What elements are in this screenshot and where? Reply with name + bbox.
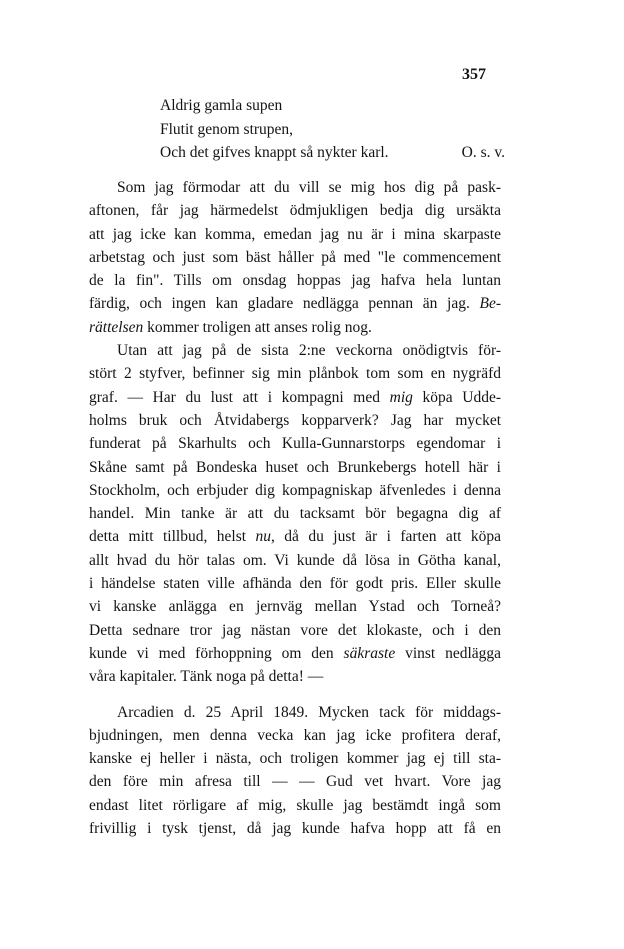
text-line (89, 642, 501, 665)
text-line: Som jag förmodar att du vill se mig hos dig på pask- (117, 179, 501, 196)
text-line: arbetstag och just som bäst håller på med "le commencement (89, 248, 501, 266)
text-line: holms bruk och Åtvidabergs kopparverk? Jag har mycket (89, 411, 501, 429)
paragraph (89, 176, 501, 339)
italic-word: mig (389, 388, 413, 406)
text-line: Stockholm, och erbjuder dig kompagniskap äfvenledes i denna (89, 481, 501, 499)
text-line: de la fin". Tills om onsdag hoppas jag hafva hela luntan (89, 272, 501, 290)
text-segment: köpa Udde- (422, 388, 502, 406)
text-line: allt hvad du hör talas om. Vi kunde då lösa in Götha kanal, (89, 551, 501, 569)
text-line: Skåne samt på Bondeska huset och Brunkebergs hotell här i (89, 458, 501, 476)
verse-tail: O. s. v. (461, 144, 505, 161)
verse-line: Aldrig gamla supen (160, 97, 283, 114)
text-line (89, 525, 501, 548)
text-line: Arcadien d. 25 April 1849. Mycken tack för middags- (117, 703, 501, 721)
text-line: den före min afresa till — — Gud vet hvart. Vore jag (89, 773, 501, 791)
text-line: våra kapitaler. Tänk noga på detta! — (89, 668, 324, 686)
verse-line-final (160, 141, 505, 165)
text-line: frivillig i tysk tjenst, då jag kunde hafva hopp att få en (89, 820, 501, 838)
italic-word: Be- (479, 295, 502, 313)
text-segment: vinst nedlägga (405, 644, 502, 662)
paragraph (89, 701, 501, 841)
body-text (89, 176, 501, 840)
text-line: stört 2 styfver, befinner sig min plånbok tom som en nygräfd (89, 365, 501, 383)
verse-line: Flutit genom strupen, (160, 120, 294, 138)
text-line: endast litet rörligare af mig, skulle jag bestämdt ingå som (89, 796, 501, 814)
text-line: funderat på Skarhults och Kulla-Gunnarstorps egendomar i (89, 435, 501, 453)
paragraph (89, 339, 501, 688)
italic-word: säkraste (343, 644, 396, 662)
text-line: att jag icke kan komma, emedan jag nu är i mina skarpaste (89, 225, 501, 243)
text-segment: , då du just är i farten att köpa (270, 528, 501, 546)
page-number: 357 (462, 66, 486, 83)
italic-word: nu (255, 528, 271, 546)
text-line: kanske ej heller i nästa, och troligen kommer jag ej till sta- (89, 750, 501, 768)
text-segment: graf. — Har du lust att i kompagni med (89, 388, 380, 406)
text-segment: kommer troligen att anses rolig nog. (147, 318, 372, 336)
italic-word: rättelsen (89, 318, 144, 336)
text-segment: färdig, och ingen kan gladare nedlägga pennan än jag. (89, 295, 470, 313)
text-line: handel. Min tanke är att du tacksamt bör begagna dig af (89, 505, 501, 523)
paragraph-gap (89, 689, 501, 701)
text-line (89, 292, 501, 315)
text-segment: detta mitt tillbud, helst (89, 528, 247, 546)
text-line (89, 316, 501, 339)
text-line: bjudningen, men denna vecka kan jag icke profitera deraf, (89, 726, 501, 744)
verse-line: Och det gifves knappt så nykter karl. (160, 144, 389, 161)
verse-block (160, 94, 505, 165)
text-line: vi kanske anlägga en jernväg mellan Ystad och Torneå? (89, 598, 501, 616)
text-line: Utan att jag på de sista 2:ne veckorna onödigtvis för- (117, 342, 501, 360)
text-line (89, 386, 501, 409)
text-line: aftonen, får jag härmedelst ödmjukligen bedja dig ursäkta (89, 202, 501, 220)
text-line: i händelse staten ville afhända den för godt pris. Eller skulle (89, 575, 501, 593)
text-line: Detta sednare tror jag nästan vore det klokaste, och i den (89, 621, 501, 639)
text-segment: kunde vi med förhoppning om den (89, 644, 334, 662)
